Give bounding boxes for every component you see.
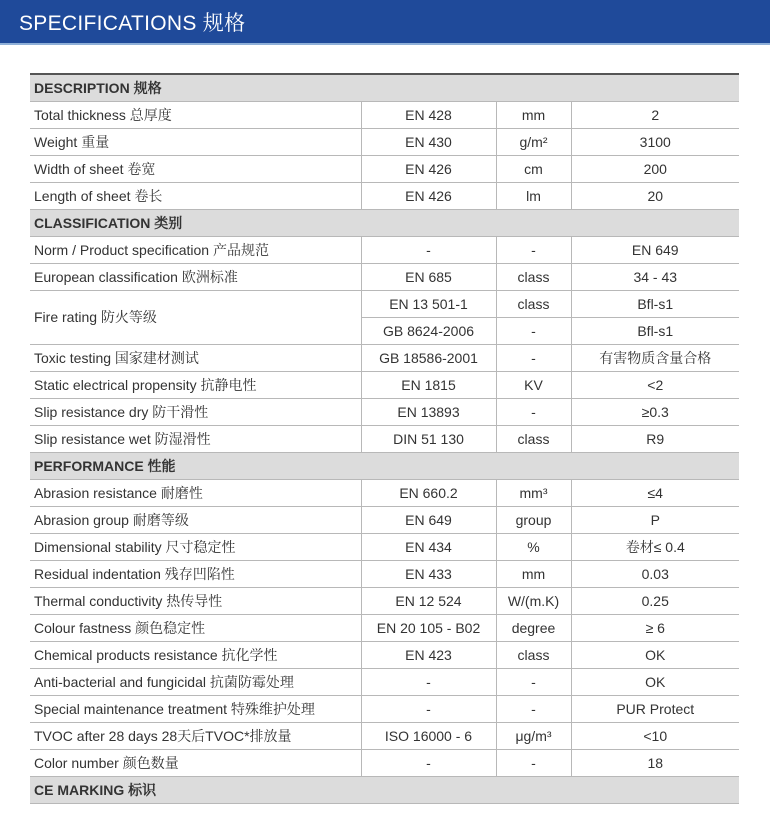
value: 18 xyxy=(571,749,739,776)
unit: class xyxy=(496,290,571,317)
value: 有害物质含量合格 xyxy=(571,344,739,371)
unit: mm xyxy=(496,101,571,128)
test-standard: - xyxy=(361,668,496,695)
value: Bfl-s1 xyxy=(571,317,739,344)
test-standard: EN 428 xyxy=(361,101,496,128)
table-row xyxy=(30,290,739,317)
value: EN 649 xyxy=(571,236,739,263)
header-divider xyxy=(0,43,770,45)
property-name: Abrasion group 耐磨等级 xyxy=(30,506,361,533)
property-name: Fire rating 防火等级 xyxy=(30,290,361,344)
test-standard: EN 12 524 xyxy=(361,587,496,614)
test-standard: DIN 51 130 xyxy=(361,425,496,452)
test-standard: ISO 16000 - 6 xyxy=(361,722,496,749)
unit: % xyxy=(496,533,571,560)
property-name: Colour fastness 颜色稳定性 xyxy=(30,614,361,641)
table-row xyxy=(30,479,739,506)
table-row xyxy=(30,506,739,533)
test-standard: EN 430 xyxy=(361,128,496,155)
unit: - xyxy=(496,749,571,776)
property-name: Static electrical propensity 抗静电性 xyxy=(30,371,361,398)
table-row xyxy=(30,425,739,452)
value: 20 xyxy=(571,182,739,209)
table-row xyxy=(30,749,739,776)
test-standard: EN 20 105 - B02 xyxy=(361,614,496,641)
unit: KV xyxy=(496,371,571,398)
property-name: Special maintenance treatment 特殊维护处理 xyxy=(30,695,361,722)
value: PUR Protect xyxy=(571,695,739,722)
value: 3100 xyxy=(571,128,739,155)
table-row xyxy=(30,533,739,560)
property-name: Anti-bacterial and fungicidal 抗菌防霉处理 xyxy=(30,668,361,695)
table-row xyxy=(30,344,739,371)
test-standard: EN 685 xyxy=(361,263,496,290)
property-name: Total thickness 总厚度 xyxy=(30,101,361,128)
table-row xyxy=(30,695,739,722)
page-header xyxy=(0,0,770,43)
table-row xyxy=(30,587,739,614)
property-name: Weight 重量 xyxy=(30,128,361,155)
table-row xyxy=(30,263,739,290)
unit: - xyxy=(496,398,571,425)
table-row xyxy=(30,560,739,587)
property-name: Width of sheet 卷宽 xyxy=(30,155,361,182)
unit: - xyxy=(496,695,571,722)
property-name: Abrasion resistance 耐磨性 xyxy=(30,479,361,506)
property-name: Chemical products resistance 抗化学性 xyxy=(30,641,361,668)
value: ≥0.3 xyxy=(571,398,739,425)
unit: cm xyxy=(496,155,571,182)
value: <2 xyxy=(571,371,739,398)
unit: mm xyxy=(496,560,571,587)
value: Bfl-s1 xyxy=(571,290,739,317)
unit: degree xyxy=(496,614,571,641)
unit: - xyxy=(496,236,571,263)
unit: class xyxy=(496,641,571,668)
table-row xyxy=(30,641,739,668)
value: <10 xyxy=(571,722,739,749)
test-standard: - xyxy=(361,236,496,263)
section-title: CLASSIFICATION 类别 xyxy=(30,209,739,236)
page-title: SPECIFICATIONS 规格 xyxy=(19,11,246,35)
test-standard: EN 1815 xyxy=(361,371,496,398)
property-name: Residual indentation 残存凹陷性 xyxy=(30,560,361,587)
table-row xyxy=(30,101,739,128)
section-title: DESCRIPTION 规格 xyxy=(30,74,739,101)
value: 0.03 xyxy=(571,560,739,587)
section-title: PERFORMANCE 性能 xyxy=(30,452,739,479)
table-row xyxy=(30,398,739,425)
test-standard: EN 433 xyxy=(361,560,496,587)
unit: lm xyxy=(496,182,571,209)
property-name: Toxic testing 国家建材测试 xyxy=(30,344,361,371)
value: ≥ 6 xyxy=(571,614,739,641)
property-name: Slip resistance wet 防湿滑性 xyxy=(30,425,361,452)
specifications-body xyxy=(30,74,739,803)
value: OK xyxy=(571,668,739,695)
unit: class xyxy=(496,425,571,452)
test-standard: EN 426 xyxy=(361,155,496,182)
property-name: Thermal conductivity 热传导性 xyxy=(30,587,361,614)
section-header-row xyxy=(30,209,739,236)
value: P xyxy=(571,506,739,533)
unit: - xyxy=(496,668,571,695)
value: 2 xyxy=(571,101,739,128)
property-name: Slip resistance dry 防干滑性 xyxy=(30,398,361,425)
property-name: Length of sheet 卷长 xyxy=(30,182,361,209)
unit: g/m² xyxy=(496,128,571,155)
section-header-row xyxy=(30,74,739,101)
test-standard: - xyxy=(361,749,496,776)
test-standard: EN 426 xyxy=(361,182,496,209)
test-standard: EN 423 xyxy=(361,641,496,668)
test-standard: GB 18586-2001 xyxy=(361,344,496,371)
table-row xyxy=(30,668,739,695)
test-standard: EN 13 501-1 xyxy=(361,290,496,317)
unit: μg/m³ xyxy=(496,722,571,749)
table-row xyxy=(30,182,739,209)
test-standard: GB 8624-2006 xyxy=(361,317,496,344)
unit: - xyxy=(496,317,571,344)
property-name: Dimensional stability 尺寸稳定性 xyxy=(30,533,361,560)
section-header-row xyxy=(30,452,739,479)
specifications-table xyxy=(30,73,739,804)
table-row xyxy=(30,155,739,182)
property-name: Color number 颜色数量 xyxy=(30,749,361,776)
unit: - xyxy=(496,344,571,371)
unit: mm³ xyxy=(496,479,571,506)
unit: class xyxy=(496,263,571,290)
property-name: European classification 欧洲标准 xyxy=(30,263,361,290)
value: 卷材≤ 0.4 xyxy=(571,533,739,560)
test-standard: EN 434 xyxy=(361,533,496,560)
value: 0.25 xyxy=(571,587,739,614)
property-name: Norm / Product specification 产品规范 xyxy=(30,236,361,263)
test-standard: EN 660.2 xyxy=(361,479,496,506)
unit: group xyxy=(496,506,571,533)
section-header-row xyxy=(30,776,739,803)
test-standard: EN 13893 xyxy=(361,398,496,425)
test-standard: EN 649 xyxy=(361,506,496,533)
unit: W/(m.K) xyxy=(496,587,571,614)
value: 200 xyxy=(571,155,739,182)
table-row xyxy=(30,128,739,155)
table-row xyxy=(30,722,739,749)
value: OK xyxy=(571,641,739,668)
value: ≤4 xyxy=(571,479,739,506)
test-standard: - xyxy=(361,695,496,722)
table-row xyxy=(30,371,739,398)
value: 34 - 43 xyxy=(571,263,739,290)
section-title: CE MARKING 标识 xyxy=(30,776,739,803)
table-row xyxy=(30,236,739,263)
table-row xyxy=(30,614,739,641)
value: R9 xyxy=(571,425,739,452)
property-name: TVOC after 28 days 28天后TVOC*排放量 xyxy=(30,722,361,749)
